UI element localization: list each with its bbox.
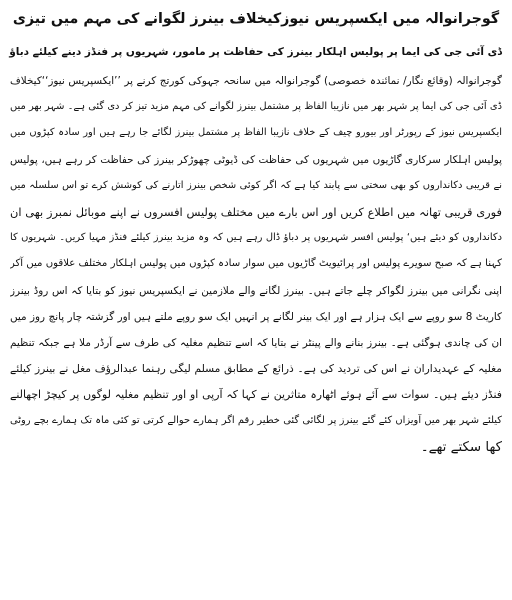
article-body <box>10 68 502 461</box>
body-line: فنڈز دیئے ہیں۔ سوات سے آئے ہوئے اٹھارہ متاثرین نے کہا کہ آرپی او اور تنظیم مغلیہ لوگوں پر کیچڑ اچھالنے <box>10 388 502 402</box>
body-line: ان کی چاندی ہوگئی ہے۔ بینرز بنانے والے پینٹر نے بتایا کہ اسے تنظیم مغلیہ کی طرف سے آرڈر ملا ہے جبکہ تنظیم <box>10 336 502 349</box>
body-line: اپنی نگرانی میں بینرز لگواکر چلے جاتے ہیں۔ بینرز لگانے والے ملازمین نے ایکسپریس نیوز کو بتایا کہ اس روڈ بینرز <box>10 284 502 297</box>
body-line: فوری قریبی تھانہ میں اطلاع کریں اور اس بارے میں مختلف پولیس افسروں نے اپنے موبائل نمبرز بھی ان <box>10 204 502 219</box>
body-line: کہنا ہے کہ صبح سویرے پولیس اور پرائیویٹ گاڑیوں میں سوار سادہ کپڑوں میں پولیس اہلکار مختلف علاقوں میں آکر <box>10 258 502 270</box>
body-line: نے قریبی دکانداروں کو بھی سختی سے پابند کیا ہے کہ اگر کوئی شخص بینرز اتارنے کی کوشش کرے تو اس سلسلہ میں <box>10 179 502 191</box>
news-clipping <box>10 4 502 461</box>
body-line: ڈی آئی جی کی ایما پر شہر بھر میں نازیبا الفاظ پر مشتمل بینرز لگوانے کی مہم مزید تیز کر دی گئی ہے۔ شہر بھر میں <box>10 101 502 113</box>
body-line-last: کھا سکتے تھے۔ <box>420 439 502 455</box>
body-line: دکانداروں کو دیئے ہیں‘ پولیس افسر شہریوں پر دباؤ ڈال رہے ہیں کہ وہ مزید بینرز کیلئے فنڈز مہیا کریں۔ شہریوں کا <box>10 232 502 244</box>
body-line: گوجرانوالہ (وقائع نگار/ نمائندہ خصوصی) گوجرانوالہ میں سانحہ جہوکی کورتج کرنے پر ’’ایکسپریس نیوز‘‘کیخلاف <box>10 75 502 87</box>
body-line: مغلیہ کے عہدیداران نے اس کی تردید کی ہے۔ ذرائع کے مطابق مسلم لیگی رہنما عبدالرؤف مغل نے بینرز کیلئے <box>10 362 502 376</box>
body-line: ایکسپریس نیوز کے رپورٹر اور بیورو چیف کے خلاف نازیبا الفاظ پر مشتمل بینرز لگائے جا رہے ہیں اور سادہ کپڑوں میں <box>10 127 502 139</box>
body-line: کیلئے شہر بھر میں آویزاں کئے گئے بینرز پر لگائی گئی خطیر رقم اگر ہمارے حوالے کرتی تو کئی ماہ تک ہمارے بچے روٹی <box>10 415 502 427</box>
body-line: کاریٹ 8 سو روپے سے ایک ہزار ہے اور ایک بینر لگانے پر انہیں ایک سو روپے ملتے ہیں اور گزشتہ چار پانچ روز میں <box>10 310 502 323</box>
subheadline: ڈی آئی جی کی ایما پر پولیس اہلکار بینرز کی حفاظت پر مامور، شہریوں پر فنڈز دینے کیلئے دباؤ <box>9 46 502 58</box>
body-line: پولیس اہلکار سرکاری گاڑیوں میں شہریوں کی حفاظت کی ڈیوٹی چھوڑکر بینرز کی حفاظت کر رہے ہیں، پولیس <box>10 153 502 166</box>
headline: گوجرانوالہ میں ایکسپریس نیوزکیخلاف بینرز لگوانے کی مہم میں تیزی <box>12 11 500 27</box>
